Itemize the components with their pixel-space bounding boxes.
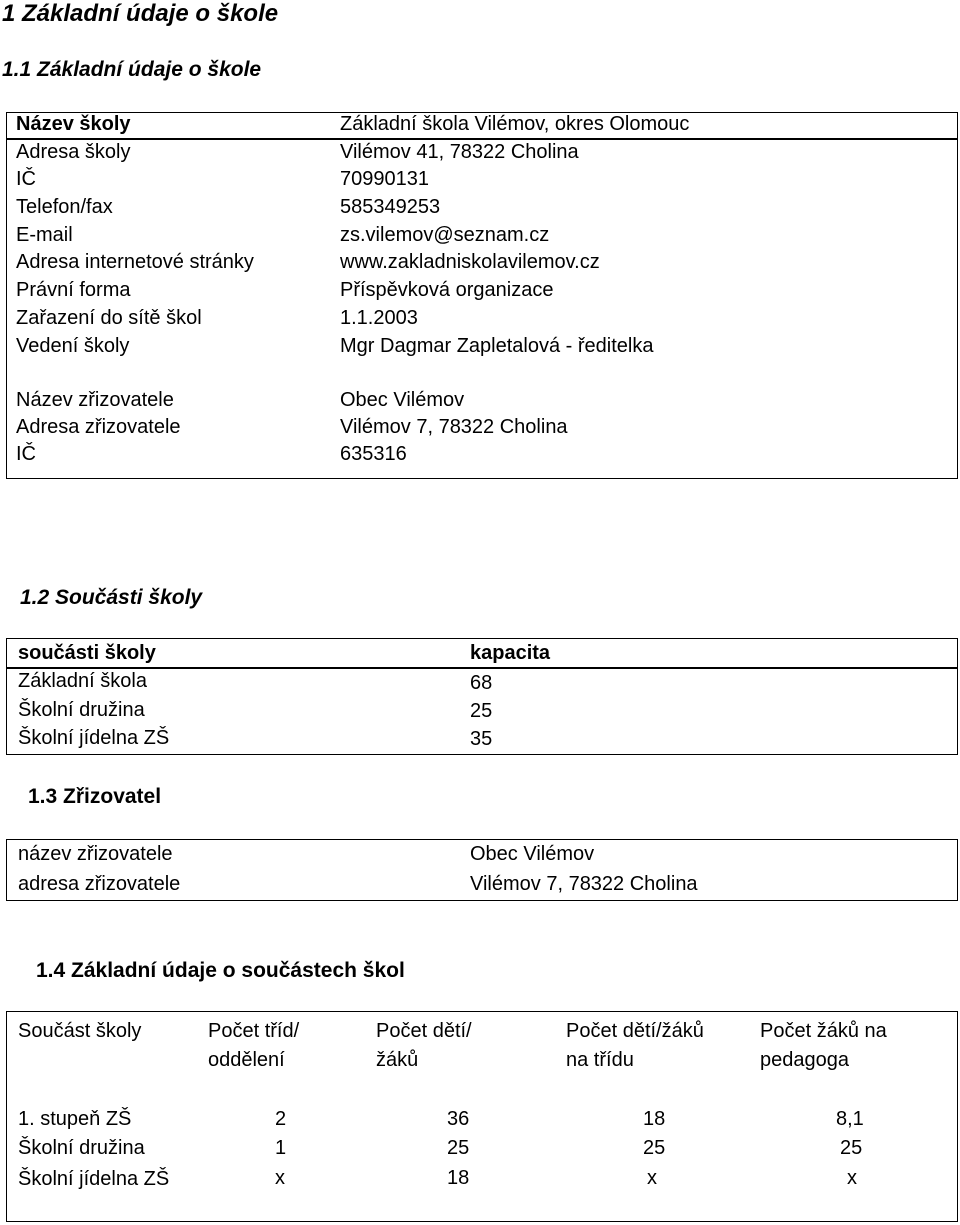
details-row-pupils: 25: [447, 1137, 470, 1159]
school-email-label: E-mail: [16, 224, 73, 246]
school-info-header-divider: [6, 138, 958, 140]
components-header-divider: [6, 667, 958, 669]
school-management-value: Mgr Dagmar Zapletalová - ředitelka: [340, 335, 654, 357]
section-heading-1-4: 1.4 Základní údaje o součástech škol: [36, 959, 405, 982]
components-header-part: součásti školy: [18, 642, 156, 664]
section-heading-1-1: 1.1 Základní údaje o škole: [2, 58, 262, 81]
school-website-label: Adresa internetové stránky: [16, 251, 254, 273]
school-phone-value: 585349253: [340, 196, 441, 218]
founder-name-label: Název zřizovatele: [16, 389, 174, 411]
details-row-classes: x: [275, 1167, 285, 1189]
component-capacity: 35: [470, 728, 493, 750]
founder-ic-label: IČ: [16, 443, 36, 465]
founder-address-label: Adresa zřizovatele: [16, 416, 181, 438]
founder-address-value: Vilémov 7, 78322 Cholina: [340, 416, 568, 438]
school-legal-form-value: Příspěvková organizace: [340, 279, 554, 301]
details-row-per-class: 25: [643, 1137, 666, 1159]
founder-table-name-value: Obec Vilémov: [470, 843, 595, 865]
founder-table-name-label: název zřizovatele: [18, 843, 173, 865]
school-phone-label: Telefon/fax: [16, 196, 113, 218]
details-header-per-teacher: Počet žáků na pedagoga: [760, 1020, 887, 1071]
details-header-classes: Počet tříd/ oddělení: [208, 1020, 300, 1071]
component-capacity: 25: [470, 700, 493, 722]
school-registry-value: 1.1.2003: [340, 307, 418, 329]
details-row-part: Školní jídelna ZŠ: [18, 1168, 170, 1190]
details-row-per-teacher: x: [847, 1167, 857, 1189]
component-capacity: 68: [470, 672, 493, 694]
school-ic-value: 70990131: [340, 168, 429, 190]
details-header-pupils: Počet dětí/ žáků: [376, 1020, 472, 1071]
details-row-per-class: x: [647, 1167, 657, 1189]
section-heading-1-3: 1.3 Zřizovatel: [28, 785, 162, 808]
component-name: Školní jídelna ZŠ: [18, 727, 170, 749]
school-name-value: Základní škola Vilémov, okres Olomouc: [340, 113, 690, 135]
details-header-per-class: Počet dětí/žáků na třídu: [566, 1020, 704, 1071]
founder-name-value: Obec Vilémov: [340, 389, 465, 411]
founder-ic-value: 635316: [340, 443, 407, 465]
details-row-part: 1. stupeň ZŠ: [18, 1108, 132, 1130]
component-name: Školní družina: [18, 699, 145, 721]
school-name-label: Název školy: [16, 113, 131, 135]
page-title: 1 Základní údaje o škole: [2, 0, 279, 27]
school-address-label: Adresa školy: [16, 141, 131, 163]
components-header-capacity: kapacita: [470, 642, 551, 664]
details-row-per-class: 18: [643, 1108, 666, 1130]
details-row-per-teacher: 25: [840, 1137, 863, 1159]
details-row-part: Školní družina: [18, 1137, 145, 1159]
section-heading-1-2: 1.2 Součásti školy: [20, 586, 203, 609]
details-row-per-teacher: 8,1: [836, 1108, 864, 1130]
school-registry-label: Zařazení do sítě škol: [16, 307, 202, 329]
school-email-value: zs.vilemov@seznam.cz: [340, 224, 550, 246]
school-legal-form-label: Právní forma: [16, 279, 131, 301]
school-ic-label: IČ: [16, 168, 36, 190]
details-row-classes: 1: [275, 1137, 287, 1159]
component-name: Základní škola: [18, 670, 147, 692]
school-website-value: www.zakladniskolavilemov.cz: [340, 251, 600, 273]
details-row-pupils: 36: [447, 1108, 470, 1130]
founder-table-address-value: Vilémov 7, 78322 Cholina: [470, 873, 698, 895]
details-row-classes: 2: [275, 1108, 287, 1130]
founder-table-address-label: adresa zřizovatele: [18, 873, 181, 895]
school-management-label: Vedení školy: [16, 335, 130, 357]
school-address-value: Vilémov 41, 78322 Cholina: [340, 141, 579, 163]
details-row-pupils: 18: [447, 1167, 470, 1189]
details-header-part: Součást školy: [18, 1020, 142, 1042]
